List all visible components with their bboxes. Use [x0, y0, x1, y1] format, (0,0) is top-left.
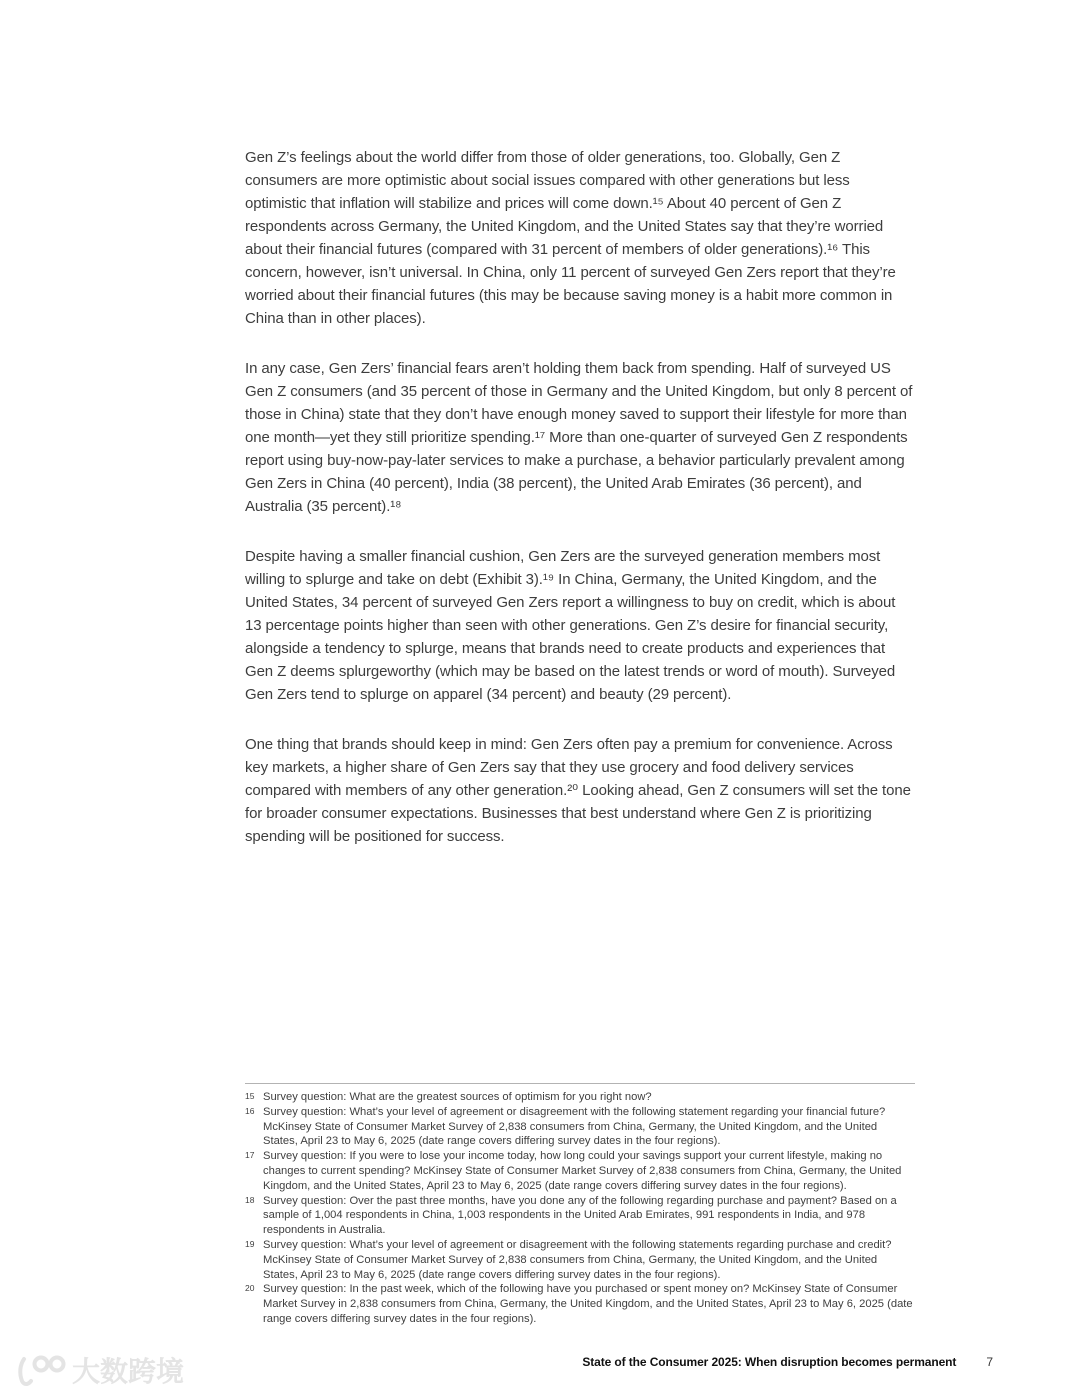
footnote-item — [245, 1090, 915, 1105]
footnote-list — [245, 1090, 915, 1327]
footnote-item — [245, 1238, 915, 1282]
footnote-number: 18 — [245, 1194, 255, 1205]
footnote-text: Survey question: In the past week, which of the following have you purchased or spent money on? McKinsey State of Consumer Market Survey in 2,838 consumers from China, Germany, the United Kingdom, and the United States, April 23 to May 6, 2025 (date range covers differing survey dates in the four regions). — [263, 1283, 913, 1325]
footnote-item — [245, 1149, 915, 1193]
footnote-number: 19 — [245, 1238, 255, 1249]
watermark-logo-icon — [14, 1351, 66, 1389]
footnote-number: 20 — [245, 1283, 255, 1294]
watermark-text: 大数跨境 — [72, 1356, 185, 1387]
footnotes-section — [245, 1083, 915, 1327]
footnote-text: Survey question: Over the past three months, have you done any of the following regarding purchase and payment? Based on a sample of 1,004 respondents in China, 1,003 respondents in the United Arab Emirates, 991 respondents in India, and 978 respondents in Australia. — [263, 1194, 897, 1237]
footnote-text: Survey question: If you were to lose your income today, how long could your savings support your current lifestyle, making no changes to current spending? McKinsey State of Consumer Market Survey of 2,838 consumers from China, Germany, the United Kingdom, and the United States, April 23 to May 6, 2025 (date range covers differing survey dates in the four regions). — [263, 1150, 902, 1192]
footnote-item — [245, 1105, 915, 1149]
footnote-text: Survey question: What’s your level of agreement or disagreement with the following statements regarding purchase and credit? McKinsey State of Consumer Market Survey of 2,838 consumers from China, Germany, the United Kingdom, and the United States, April 23 to May 6, 2025 (date range covers differing survey dates in the four regions). — [263, 1238, 892, 1281]
footnote-divider — [245, 1083, 915, 1084]
footnote-item — [245, 1282, 915, 1326]
footnote-text: Survey question: What are the greatest sources of optimism for you right now? — [263, 1091, 652, 1103]
page-footer — [245, 1355, 993, 1369]
page-number: 7 — [986, 1355, 993, 1369]
footnote-text: Survey question: What’s your level of agreement or disagreement with the following statement regarding your financial future? McKinsey State of Consumer Market Survey of 2,838 consumers from China, Germany, the United Kingdom, and the United States, April 23 to May 6, 2025 (date range covers differing survey dates in the four regions). — [263, 1105, 886, 1148]
paragraph-splurge-debt: Despite having a smaller financial cushion, Gen Zers are the surveyed generation members most willing to splurge and take on debt (Exhibit 3).¹⁹ In China, Germany, the United Kingdom, and the United States, 34 percent of surveyed Gen Zers report a willingness to buy on credit, which is about 13 percentage points higher than seen with other generations. Gen Z’s desire for financial security, alongside a tendency to splurge, means that brands need to create products and experiences that Gen Z deems splurgeworthy (which may be based on the latest trends or word of mouth). Surveyed Gen Zers tend to splurge on apparel (34 percent) and beauty (29 percent). — [245, 548, 896, 703]
footnote-number: 17 — [245, 1150, 255, 1161]
paragraph-gen-z-feelings: Gen Z’s feelings about the world differ from those of older generations, too. Globally, Gen Z consumers are more optimistic about social issues compared with other generations but less optimistic that inflation will stabilize and prices will come down.¹⁵ About 40 percent of Gen Z respondents across Germany, the United Kingdom, and the United States say that they’re worried about their financial futures (compared with 31 percent of members of older generations).¹⁶ This concern, however, isn’t universal. In China, only 11 percent of surveyed Gen Zers report that they’re worried about their financial futures (this may be because saving money is a habit more common in China than in other places). — [245, 149, 896, 327]
body-content — [245, 146, 915, 875]
footnote-number: 16 — [245, 1105, 255, 1116]
footer-report-title: State of the Consumer 2025: When disruption becomes permanent — [582, 1355, 957, 1369]
paragraph-premium-convenience: One thing that brands should keep in mind: Gen Zers often pay a premium for convenience. Across key markets, a higher share of Gen Zers say that they use grocery and food delivery services compared with members of any other generation.²⁰ Looking ahead, Gen Z consumers will set the tone for broader consumer expectations. Businesses that best understand where Gen Z is prioritizing spending will be positioned for success. — [245, 736, 911, 845]
footnote-number: 15 — [245, 1091, 255, 1101]
watermark — [14, 1350, 184, 1390]
paragraph-financial-fears: In any case, Gen Zers’ financial fears aren’t holding them back from spending. Half of surveyed US Gen Z consumers (and 35 percent of those in Germany and the United Kingdom, but only 8 percent of those in China) state that they don’t have enough money saved to support their lifestyle for more than one month—yet they still prioritize spending.¹⁷ More than one-quarter of surveyed Gen Z respondents report using buy-now-pay-later services to make a purchase, a behavior particularly prevalent among Gen Zers in China (40 percent), India (38 percent), the United Arab Emirates (36 percent), and Australia (35 percent).¹⁸ — [245, 360, 913, 515]
footnote-item — [245, 1194, 915, 1238]
